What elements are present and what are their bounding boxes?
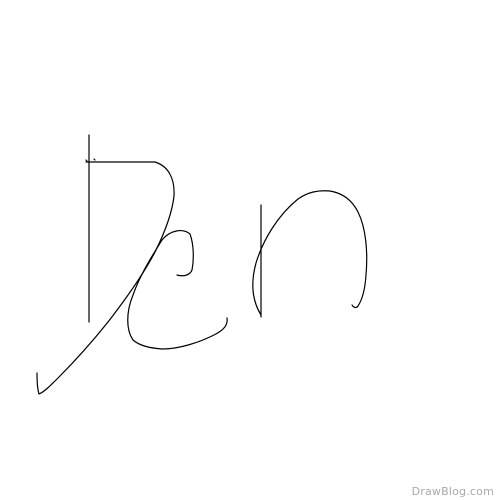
watermark-text: DrawBlog.com (411, 485, 494, 498)
stroke-bowl-tail (37, 162, 174, 394)
stroke-arch-n (253, 191, 367, 315)
stroke-letter-e (128, 231, 227, 349)
stroke-dot-2 (94, 159, 95, 160)
stroke-dot-1 (86, 160, 87, 161)
